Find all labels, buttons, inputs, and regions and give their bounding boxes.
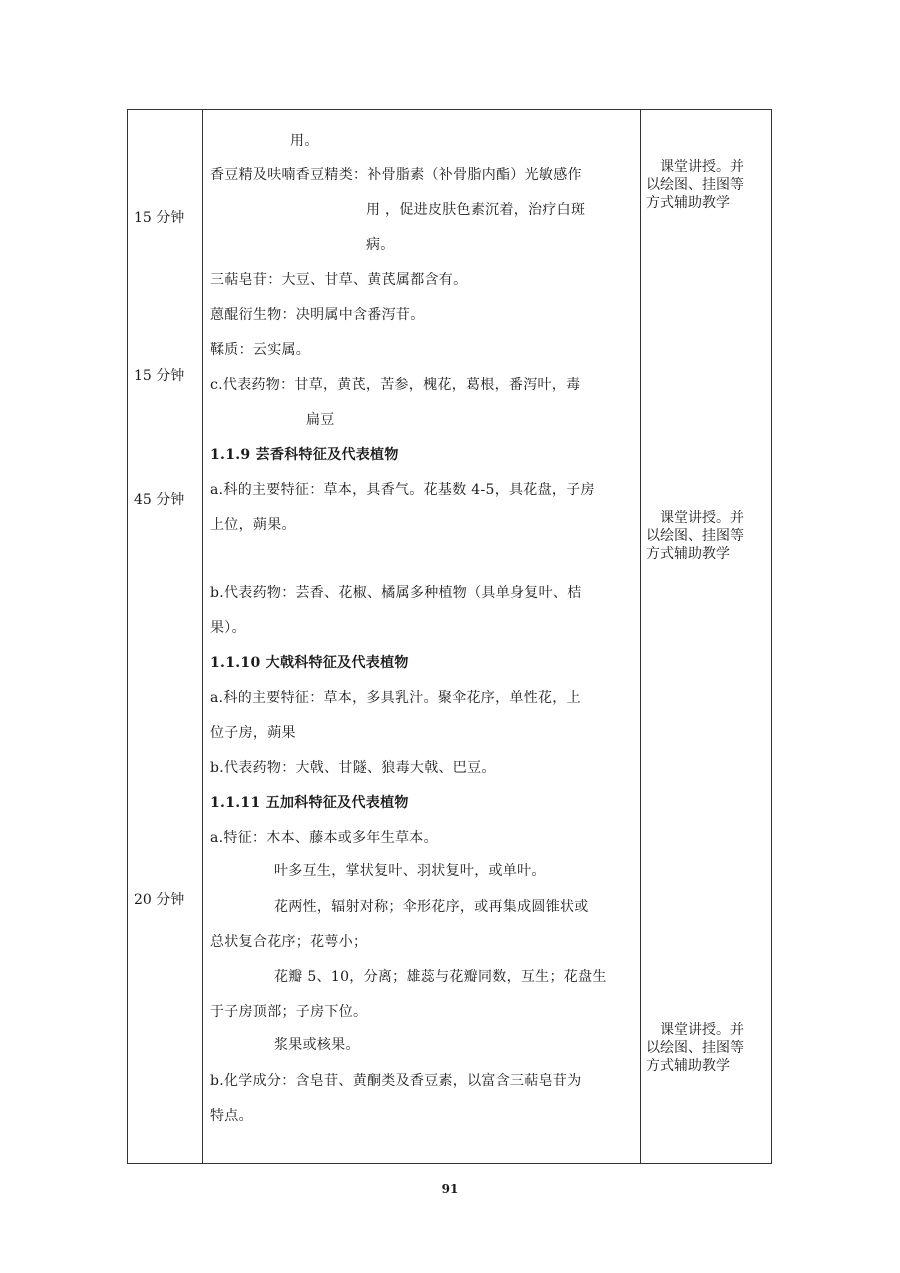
content-line: 三萜皂苷：大豆、甘草、黄芪属都含有。 [210, 272, 468, 288]
content-line: 病。 [366, 237, 395, 253]
content-line: b.化学成分：含皂苷、黄酮类及香豆素，以富含三萜皂苷为 [210, 1073, 582, 1089]
content-line: b.代表药物：芸香、花椒、橘属多种植物（具单身复叶、桔 [210, 585, 582, 601]
method-line: 课堂讲授。并 [660, 159, 744, 175]
content-line: a.科的主要特征：草本，多具乳汁。聚伞花序，单性花，上 [210, 690, 581, 706]
time-cell: 45 分钟 [134, 492, 185, 508]
section-heading: 1.1.10 大戟科特征及代表植物 [210, 655, 409, 671]
content-line: 蒽醌衍生物：决明属中含番泻苷。 [210, 307, 425, 323]
content-line: 香豆精及呋喃香豆精类：补骨脂素（补骨脂内酯）光敏感作 [210, 167, 582, 183]
content-line: 总状复合花序；花萼小； [210, 934, 368, 950]
content-line: a.特征：木本、藤本或多年生草本。 [210, 830, 438, 846]
column-divider-method [640, 109, 641, 1164]
method-line: 以绘图、挂图等 [646, 528, 744, 544]
method-line: 以绘图、挂图等 [646, 1040, 744, 1056]
content-line: c.代表药物：甘草，黄芪，苦参，槐花，葛根，番泻叶，毒 [210, 377, 581, 393]
content-line: 花两性，辐射对称；伞形花序，或再集成圆锥状或 [274, 899, 589, 915]
method-line: 课堂讲授。并 [660, 1022, 744, 1038]
method-line: 方式辅助教学 [646, 195, 730, 211]
content-line: 叶多互生，掌状复叶、羽状复叶，或单叶。 [274, 863, 546, 879]
content-line: 扁豆 [306, 412, 335, 428]
content-line: 特点。 [210, 1108, 253, 1124]
column-divider-time [202, 109, 203, 1164]
time-cell: 15 分钟 [134, 210, 185, 226]
content-line: 用 ，促进皮肤色素沉着，治疗白斑 [366, 202, 586, 218]
content-line: a.科的主要特征：草本，具香气。花基数 4-5，具花盘，子房 [210, 482, 595, 498]
content-line: 浆果或核果。 [274, 1037, 360, 1053]
content-line: 用。 [290, 133, 319, 149]
content-line: 果）。 [210, 620, 246, 636]
method-cell [646, 1021, 770, 1075]
time-cell: 20 分钟 [134, 892, 185, 908]
page-number: 91 [441, 1182, 459, 1196]
content-line: 鞣质：云实属。 [210, 342, 311, 358]
method-line: 方式辅助教学 [646, 546, 730, 562]
time-cell: 15 分钟 [134, 368, 185, 384]
method-line: 方式辅助教学 [646, 1058, 730, 1074]
method-cell [646, 158, 770, 212]
section-heading: 1.1.11 五加科特征及代表植物 [210, 795, 409, 811]
method-cell [646, 509, 770, 563]
content-line: b.代表药物：大戟、甘隧、狼毒大戟、巴豆。 [210, 760, 496, 776]
content-line: 位子房，蒴果 [210, 725, 296, 741]
content-line: 上位，蒴果。 [210, 517, 296, 533]
method-line: 课堂讲授。并 [660, 510, 744, 526]
content-line: 于子房顶部；子房下位。 [210, 1004, 368, 1020]
content-line: 花瓣 5、10，分离；雄蕊与花瓣同数，互生；花盘生 [274, 969, 607, 985]
method-line: 以绘图、挂图等 [646, 177, 744, 193]
section-heading: 1.1.9 芸香科特征及代表植物 [210, 447, 399, 463]
